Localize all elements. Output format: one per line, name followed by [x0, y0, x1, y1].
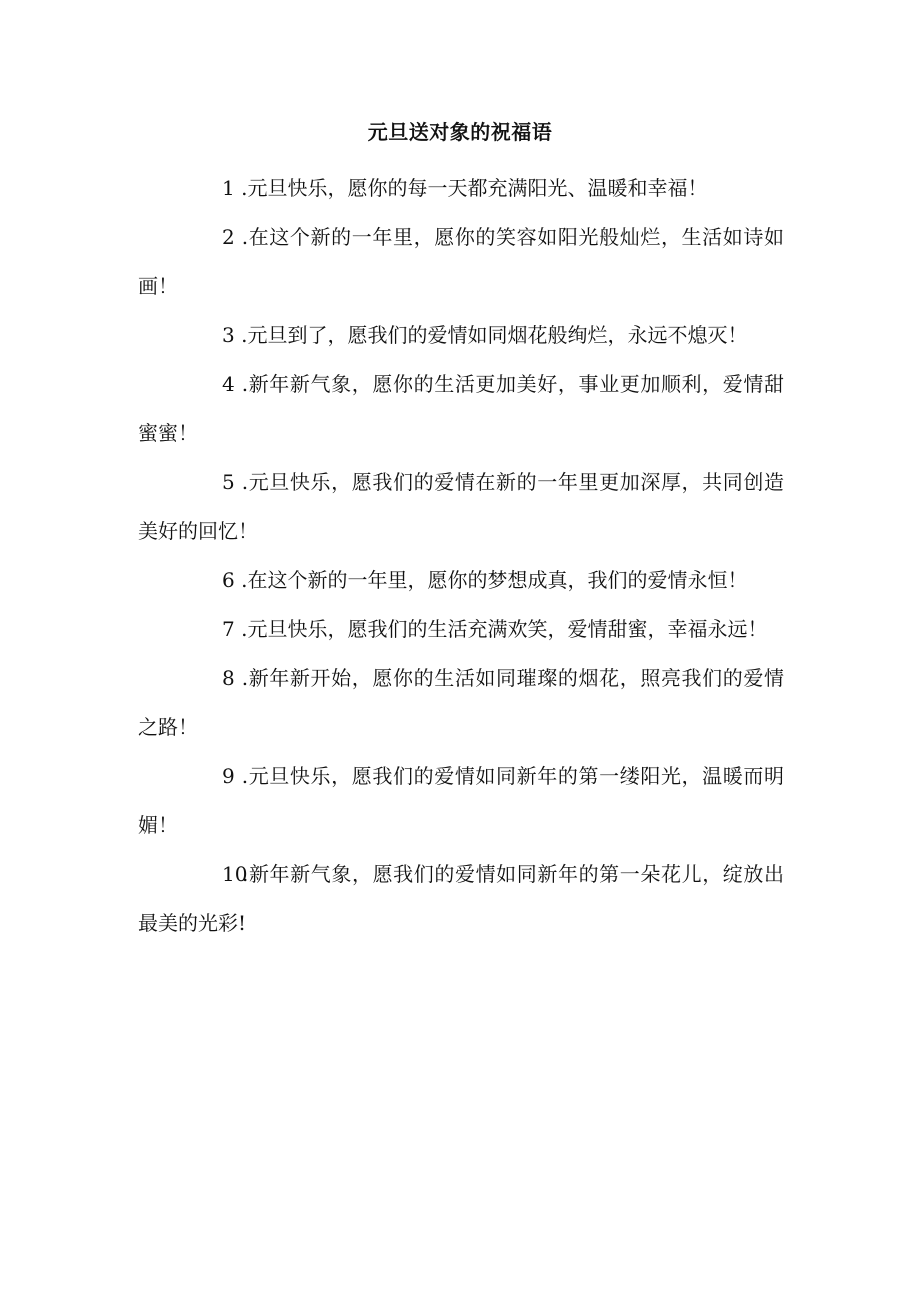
item-text: .新年新气象，愿你的生活更加美好，事业更加顺利，爱情甜蜜蜜！ [138, 372, 785, 445]
item-number: 4 [222, 372, 235, 396]
document-title: 元旦送对象的祝福语 [367, 120, 553, 144]
wish-item [138, 850, 784, 948]
item-text: .元旦快乐，愿我们的爱情如同新年的第一缕阳光，温暖而明媚！ [138, 764, 785, 837]
item-text: .元旦快乐，愿你的每一天都充满阳光、温暖和幸福！ [241, 176, 708, 200]
wish-item [138, 605, 784, 654]
wish-item [138, 360, 784, 458]
document-body [138, 164, 784, 948]
item-number: 7 [222, 617, 235, 641]
wish-item [138, 213, 784, 311]
item-number: 2 [222, 225, 235, 249]
item-number: 1 [222, 176, 235, 200]
item-text: .元旦到了，愿我们的爱情如同烟花般绚烂，永远不熄灭！ [241, 323, 748, 347]
item-text: .新年新开始，愿你的生活如同璀璨的烟花，照亮我们的爱情之路！ [138, 666, 785, 739]
item-number: 3 [222, 323, 235, 347]
item-text: .元旦快乐，愿我们的爱情在新的一年里更加深厚，共同创造美好的回忆！ [138, 470, 785, 543]
wish-item [138, 311, 784, 360]
item-number: 9 [222, 764, 235, 788]
wish-item [138, 556, 784, 605]
wish-item [138, 654, 784, 752]
wish-item [138, 164, 784, 213]
wish-item [138, 752, 784, 850]
item-text: .新年新气象，愿我们的爱情如同新年的第一朵花儿，绽放出最美的光彩! [138, 862, 784, 935]
wish-item [138, 458, 784, 556]
item-number: 8 [222, 666, 235, 690]
item-text: .元旦快乐，愿我们的生活充满欢笑，爱情甜蜜，幸福永远！ [241, 617, 768, 641]
item-number: 6 [222, 568, 235, 592]
item-number: 10 [222, 862, 248, 886]
item-number: 5 [222, 470, 235, 494]
item-text: .在这个新的一年里，愿你的梦想成真，我们的爱情永恒！ [241, 568, 748, 592]
item-text: .在这个新的一年里，愿你的笑容如阳光般灿烂，生活如诗如画！ [138, 225, 785, 298]
